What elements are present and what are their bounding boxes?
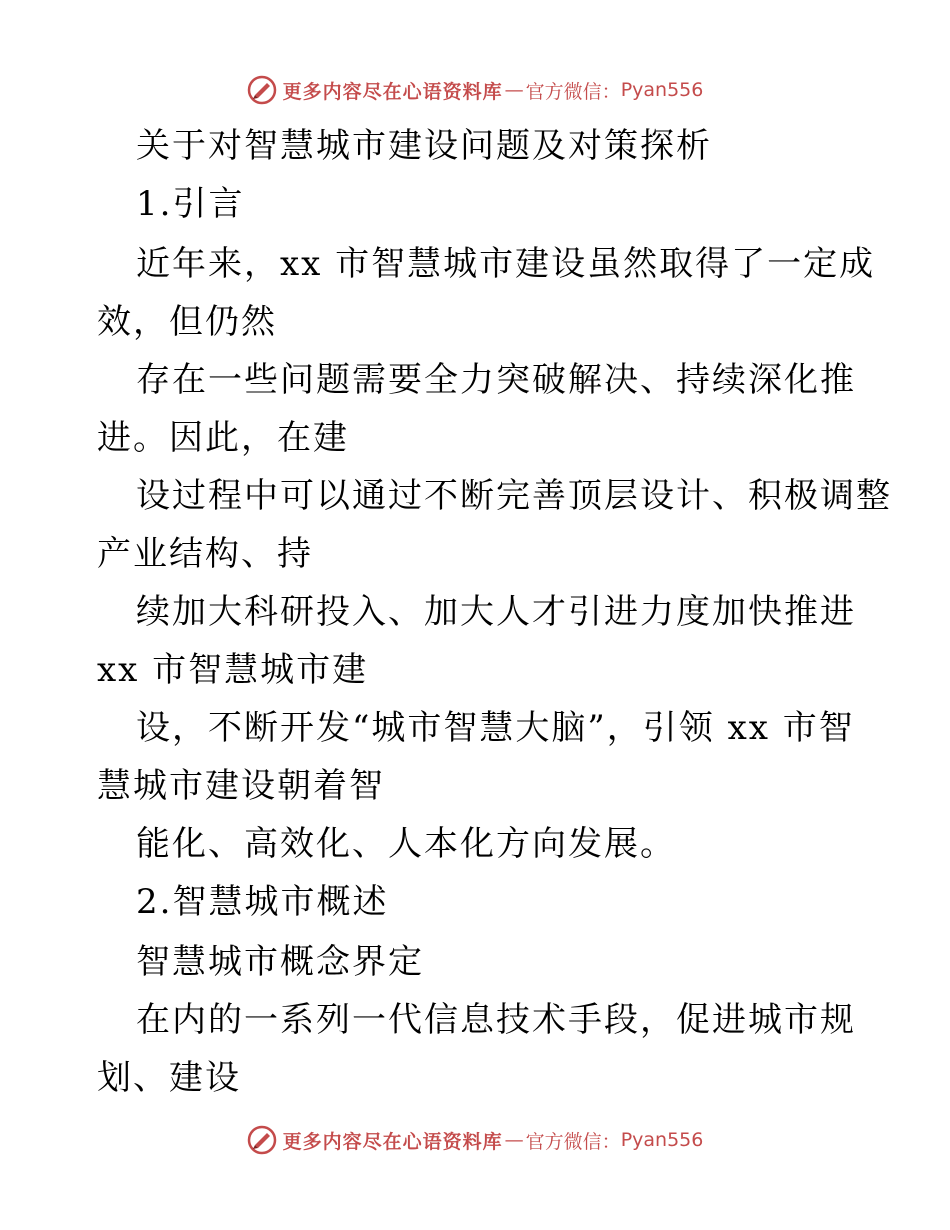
watermark-wechat-label: 官方微信： (525, 1130, 621, 1153)
paragraph-line: 慧城市建设朝着智 (97, 766, 385, 806)
paragraph-line: 存在一些问题需要全力突破解决、持续深化推 (136, 360, 856, 400)
paragraph-line: xx 市智慧城市建 (97, 650, 369, 690)
paragraph-line: 近年来，xx 市智慧城市建设虽然取得了一定成 (136, 244, 876, 284)
paragraph-line: 能化、高效化、人本化方向发展。 (136, 824, 676, 864)
watermark-wechat-id: Pyan556 (620, 79, 704, 101)
watermark-dash: — (504, 79, 524, 101)
doc-title: 关于对智慧城市建设问题及对策探析 (136, 126, 712, 166)
paragraph-line: 效，但仍然 (97, 302, 277, 342)
section-heading-overview: 2.智慧城市概述 (136, 882, 389, 922)
watermark-banner-top (0, 70, 950, 110)
paragraph-line: 在内的一系列一代信息技术手段，促进城市规 (136, 1000, 856, 1040)
watermark-dash: — (504, 1129, 524, 1151)
paragraph-line: 续加大科研投入、加大人才引进力度加快推进 (136, 592, 856, 632)
paragraph-line: 划、建设 (97, 1058, 241, 1098)
paragraph-line: 产业结构、持 (97, 534, 313, 574)
paragraph-line: 设过程中可以通过不断完善顶层设计、积极调整 (136, 476, 892, 516)
watermark-banner-bottom (0, 1120, 950, 1160)
section-heading-intro: 1.引言 (136, 184, 245, 224)
watermark-text: 更多内容尽在心语资料库 (282, 80, 503, 103)
paragraph-line: 进。因此，在建 (97, 418, 349, 458)
pen-logo-icon (247, 1125, 277, 1155)
pen-logo-icon (247, 75, 277, 105)
subsection-heading: 智慧城市概念界定 (136, 942, 424, 982)
watermark-text: 更多内容尽在心语资料库 (282, 1130, 503, 1153)
paragraph-line: 设，不断开发“城市智慧大脑”，引领 xx 市智 (136, 708, 855, 748)
watermark-wechat-id: Pyan556 (620, 1129, 704, 1151)
watermark-wechat-label: 官方微信： (525, 80, 621, 103)
